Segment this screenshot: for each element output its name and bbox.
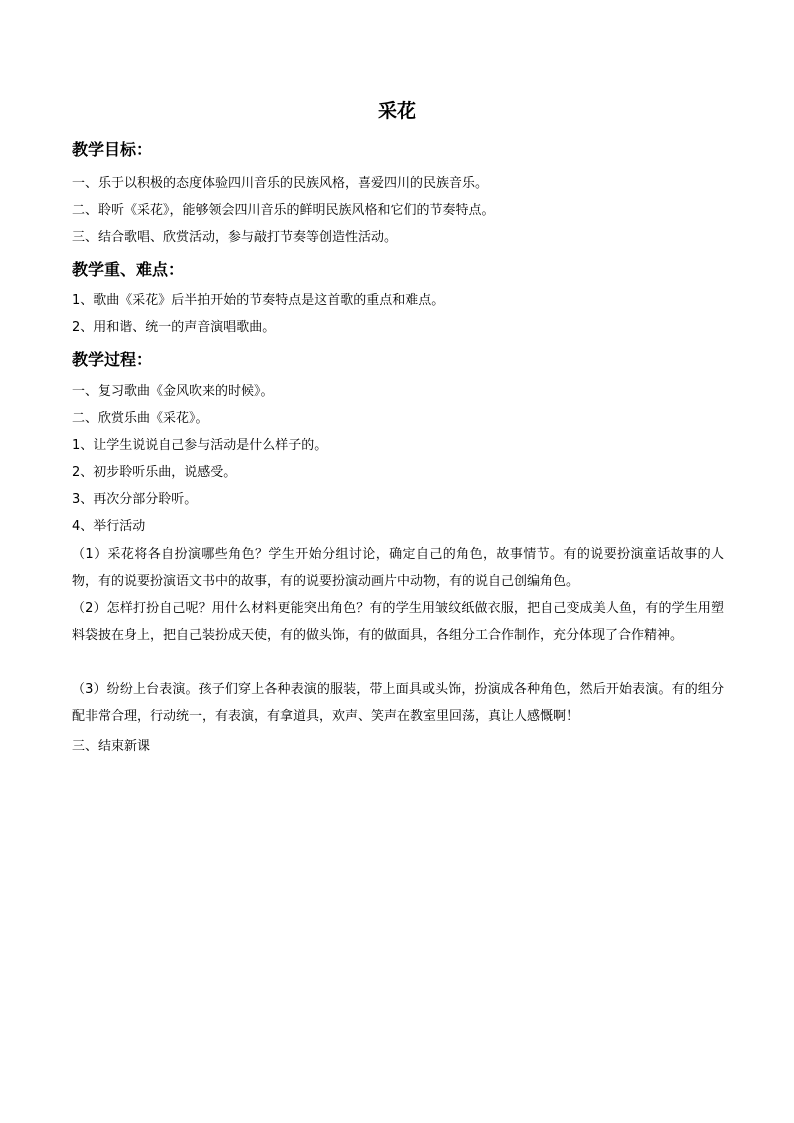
- objective-line: 二、聆听《采花》，能够领会四川音乐的鲜明民族风格和它们的节奏特点。: [72, 203, 495, 218]
- process-line: 二、欣赏乐曲《采花》。: [72, 411, 209, 426]
- section-heading-key-points: 教学重、难点：: [72, 260, 185, 279]
- process-line: 1、让学生说说自己参与活动是什么样子的。: [72, 438, 328, 453]
- activity-paragraph: （3）纷纷上台表演。孩子们穿上各种表演的服装，带上面具或头饰，扮演成各种角色，然后开始表演。有的组分配非常合理，行动统一，有表演，有拿道具，欢声、笑声在教室里回荡，真让人感慨啊！: [72, 682, 724, 724]
- closing-line: 三、结束新课: [72, 739, 151, 754]
- process-line: 一、复习歌曲《金风吹来的时候》。: [72, 384, 274, 399]
- section-heading-process: 教学过程：: [72, 350, 153, 369]
- objective-line: 三、结合歌唱、欣赏活动，参与敲打节奏等创造性活动。: [72, 230, 398, 245]
- process-line: 2、初步聆听乐曲，说感受。: [72, 465, 237, 480]
- activity-paragraph: （1）采花将各自扮演哪些角色？学生开始分组讨论，确定自己的角色，故事情节。有的说要扮演童话故事的人物，有的说要扮演语文书中的故事，有的说要扮演动画片中动物，有的说自己创编角色。: [72, 547, 724, 589]
- activity-paragraph: （2）怎样打扮自己呢？用什么材料更能突出角色？有的学生用皱纹纸做衣服，把自己变成美人鱼，有的学生用塑料袋披在身上，把自己装扮成天使，有的做头饰，有的做面具，各组分工合作制作，充分体现了合作精神。: [72, 601, 724, 643]
- process-line: 3、再次分部分聆听。: [72, 492, 198, 507]
- key-point-line: 1、歌曲《采花》后半拍开始的节奏特点是这首歌的重点和难点。: [72, 293, 445, 308]
- section-heading-objectives: 教学目标：: [72, 140, 153, 159]
- objective-line: 一、乐于以积极的态度体验四川音乐的民族风格，喜爱四川的民族音乐。: [72, 176, 489, 191]
- process-line: 4、举行活动: [72, 519, 146, 534]
- document-title: 采花: [377, 100, 416, 122]
- key-point-line: 2、用和谐、统一的声音演唱歌曲。: [72, 320, 276, 335]
